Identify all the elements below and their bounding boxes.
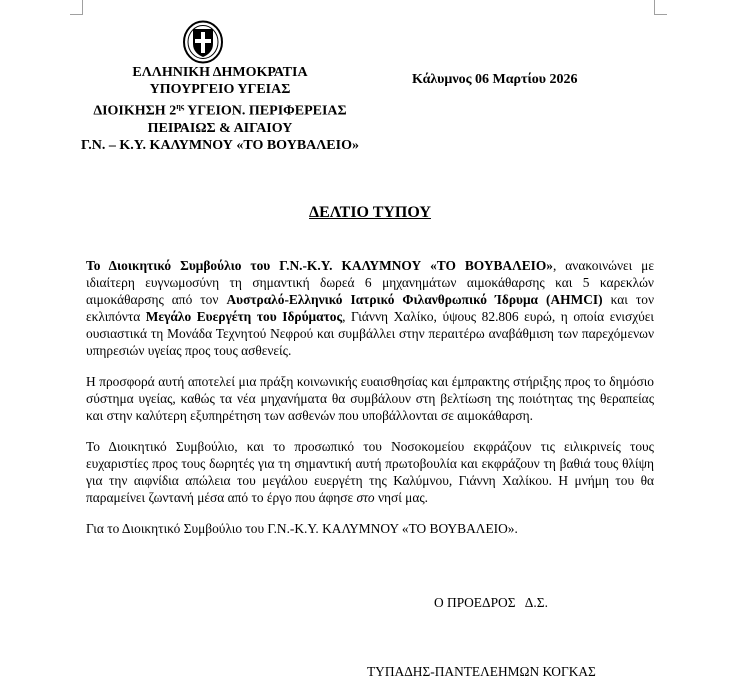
letterhead-line-piraeus: ΠΕΙΡΑΙΩΣ & ΑΙΓΑΙΟΥ [147,120,293,136]
paragraph-thanks [86,438,654,506]
announcement-text-3: , Γιάννη Χαλίκο, ύψους 82.806 ευρώ, η οποία ενισχύει ουσιαστικά τη Μονάδα Τεχνητού Νεφρού και συμβάλλει στην περαιτέρω αναβάθμιση των παρεχόμενων υπηρεσιών υγείας προς τους ασθενείς. [86,309,654,358]
document-date: Κάλυμνος 06 Μαρτίου 2026 [412,72,578,87]
paragraph-social-support: Η προσφορά αυτή αποτελεί μια πράξη κοινωνικής ευαισθησίας και έμπρακτης στήριξης προς το δημόσιο σύστημα υγείας, καθώς τα νέα μηχανήματα θα συμβάλουν στη βελτίωση της ποιότητας της θεραπείας και στην καλύτερη εξυπηρέτηση των ασθενών που υποβάλλονται σε αιμοκάθαρση. [86,374,654,423]
announcement-benefactor: Μεγάλο Ευεργέτη του Ιδρύματος [145,309,343,324]
announcement-board: Το Διοικητικό Συμβούλιο του Γ.Ν.-Κ.Υ. ΚΑΛΥΜΝΟΥ «ΤΟ ΒΟΥΒΑΛΕΙΟ» [86,258,553,273]
page-corner-mark-right [654,0,667,15]
letterhead-region-superscript: ης [176,102,185,111]
letterhead-line-ministry: ΥΠΟΥΡΓΕΙΟ ΥΓΕΙΑΣ [149,82,291,97]
letterhead-line-hospital: Γ.Ν. – Κ.Υ. ΚΑΛΥΜΝΟΥ «ΤΟ ΒΟΥΒΑΛΕΙΟ» [81,137,359,153]
paragraph-announcement [86,257,654,359]
document-title [0,204,740,222]
greek-coat-of-arms-icon [182,20,224,64]
letterhead-region-rest: ΥΓΕΙΟΝ. ΠΕΡΙΦΕΡΕΙΑΣ [184,103,347,119]
letterhead [70,64,370,154]
signer-name: ΤΥΠΑΔΗΣ-ΠΑΝΤΕΛΕΗΜΩΝ ΚΟΓΚΑΣ [367,664,596,679]
thanks-text-2: νησί μας. [374,490,429,505]
document-body [86,257,654,537]
document-title-text: ΔΕΛΤΙΟ ΤΥΠΟΥ [309,204,431,221]
letterhead-line-region [70,98,370,120]
announcement-text-1: , ανακοινώνει με ιδιαίτερη ευγνωμοσύνη τη σημαντική δωρεά 6 μηχανημάτων αιμοκάθαρσης και 5 καρεκλών αιμοκάθαρσης από τον [86,258,654,307]
paragraph-closing: Για το Διοικητικό Συμβούλιο του Γ.Ν.-Κ.Υ. ΚΑΛΥΜΝΟΥ «ΤΟ ΒΟΥΒΑΛΕΙΟ». [86,521,518,536]
letterhead-region-start: ΔΙΟΙΚΗΣΗ 2 [93,103,177,119]
announcement-foundation: Αυστραλό-Ελληνικό Ιατρικό Φιλανθρωπικό Ίδρυμα (AHMCI) [226,292,603,307]
letterhead-line-republic: ΕΛΛΗΝΙΚΗ ΔΗΜΟΚΡΑΤΙΑ [132,65,308,80]
page-corner-mark-left [70,0,83,15]
president-title: Ο ΠΡΟΕΔΡΟΣ Δ.Σ. [434,595,548,610]
thanks-italic: στο [356,490,375,505]
thanks-text-1: Το Διοικητικό Συμβούλιο, και το προσωπικό του Νοσοκομείου εκφράζουν τις ειλικρινείς τους ευχαριστίες προς τους δωρητές για τη σημαντική αυτή πρωτοβουλία και εκφράζουν τη βαθιά τους θλίψη για την αιφνίδια απώλεια του μεγάλου ευεργέτη της Καλύμνου, Γιάννη Χαλίκου. Η μνήμη του θα παραμείνει ζωντανή μέσα από το έργο που άφησε [86,439,654,505]
announcement-text-2: και τον εκλιπόντα [86,292,655,324]
